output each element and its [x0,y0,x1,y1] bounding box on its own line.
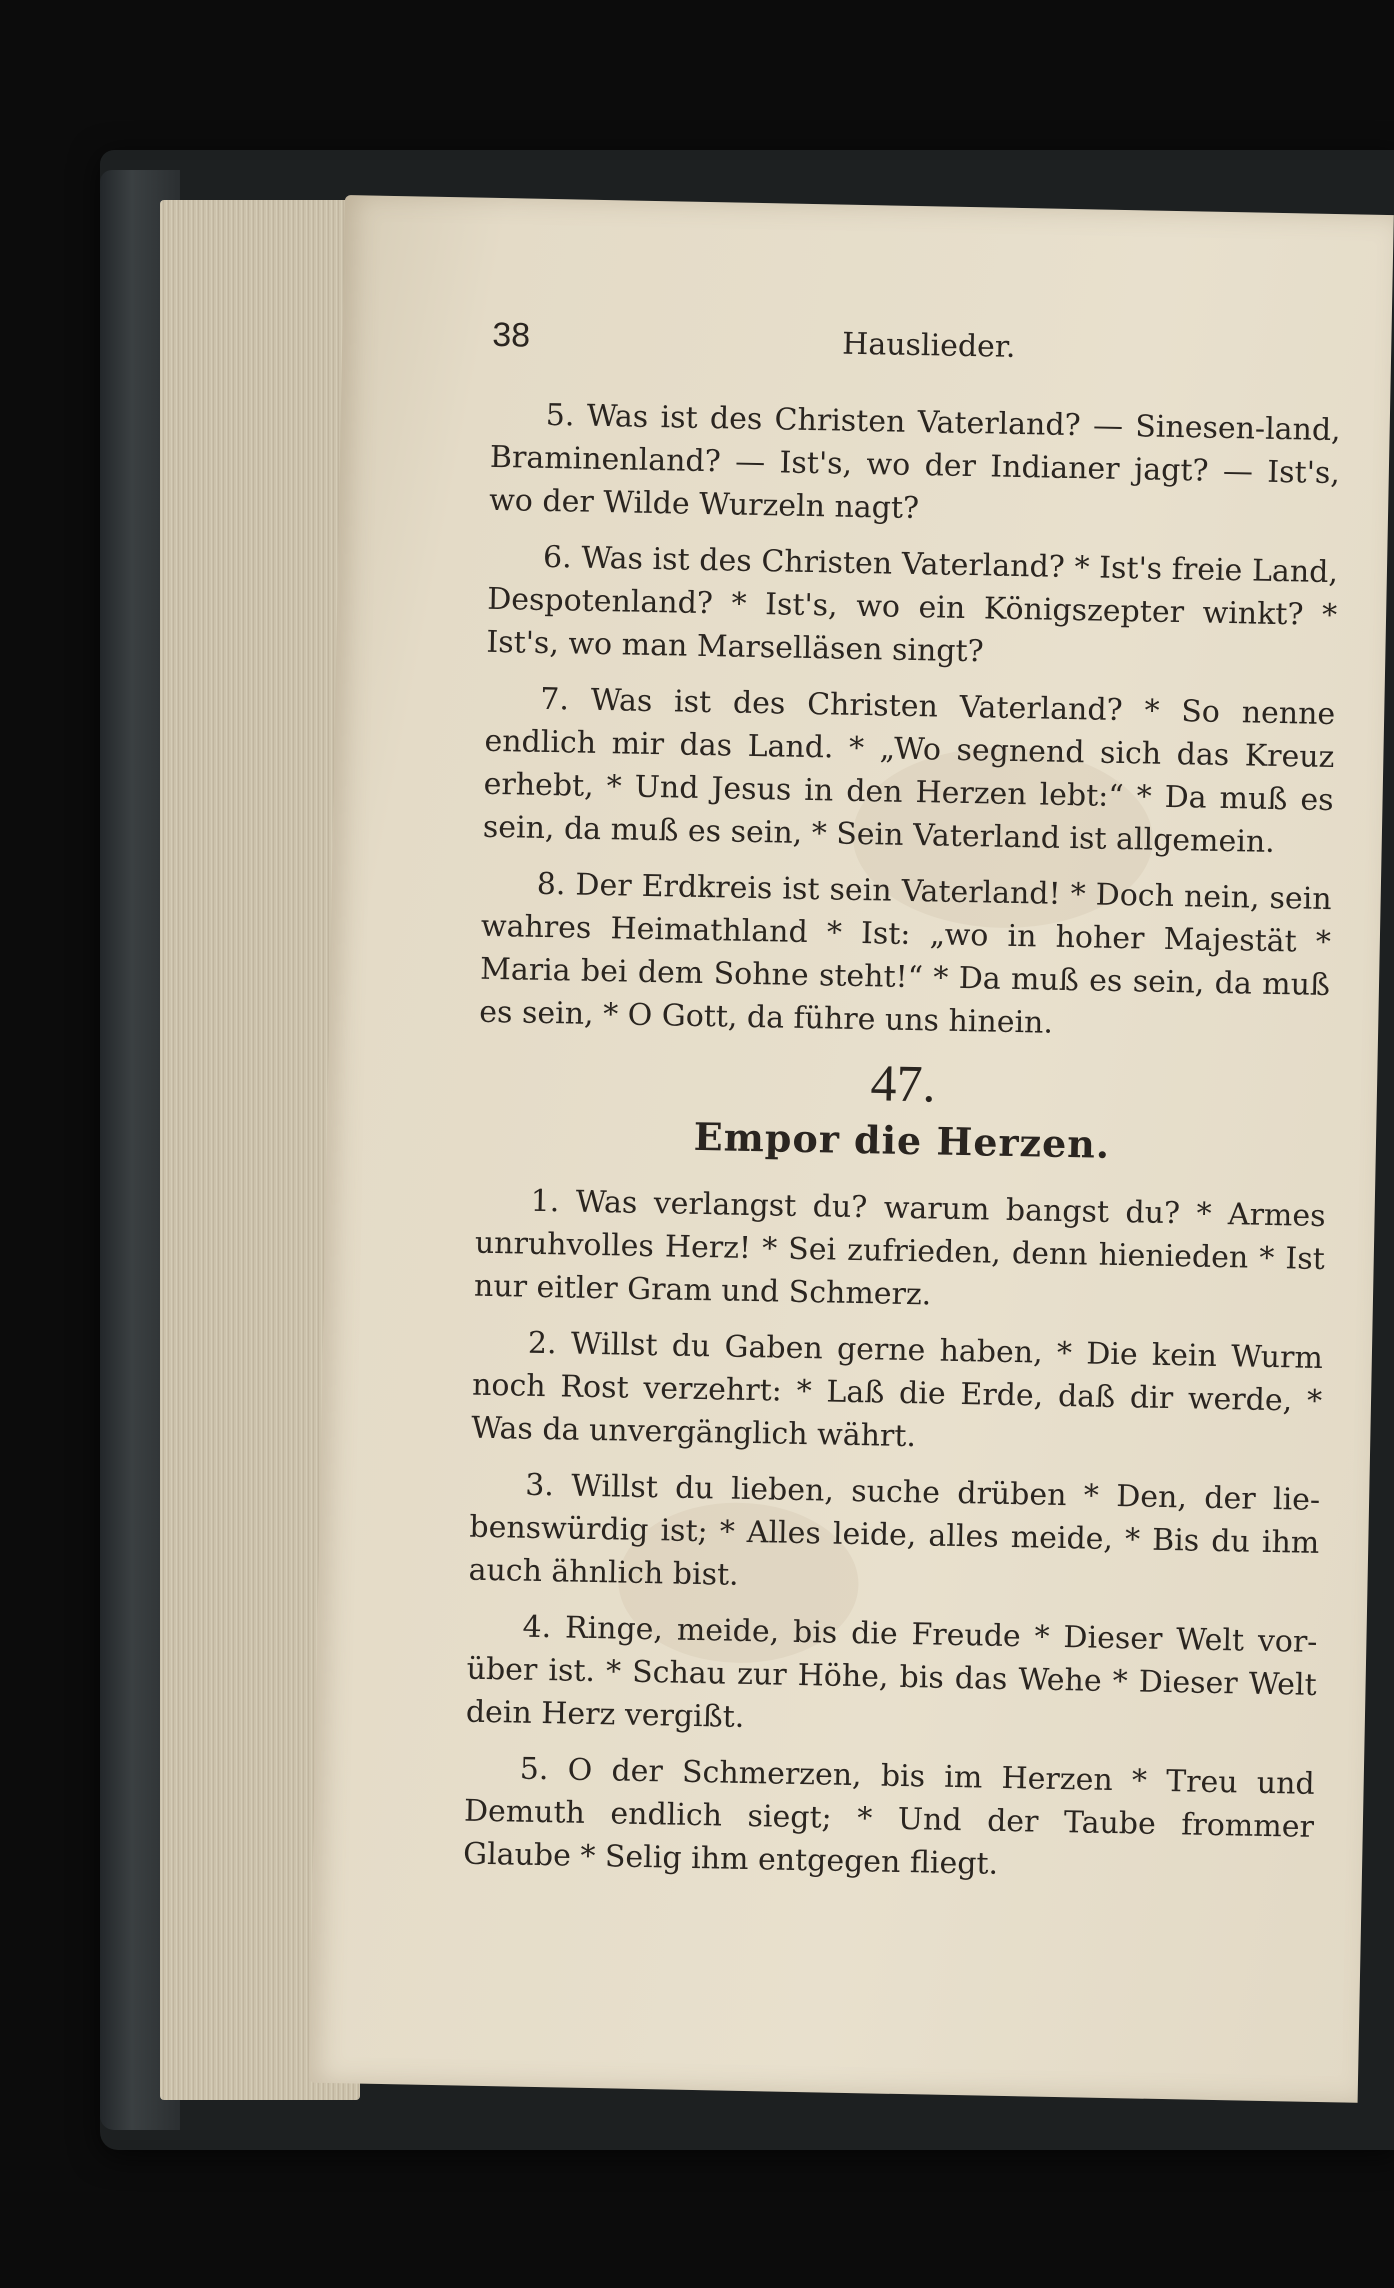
verse-paragraph: 8. Der Erdkreis ist sein Vaterland! * Doch nein, sein wahres Heimathland * Ist: „wo in hoher Majestät * Maria bei dem Sohne steht!“ * Da muß es sein, da muß es sein, * O Gott, da führe uns hinein. [479,866,1332,1041]
verse-paragraph: 6. Was ist des Christen Vaterland? * Ist's freie Land, Despotenland? * Ist's, wo ein Königszepter winkt? * Ist's, wo man Marselläsen singt? [486,539,1339,670]
hymn-title: Empor die Herzen. [693,1113,1111,1167]
running-title: Hauslieder. [841,326,1016,365]
verse-paragraph: 3. Willst du lieben, suche drüben * Den, der lie-benswürdig ist; * Alles leide, alles meide, * Bis du ihm auch ähnlich bist. [468,1467,1321,1593]
verse-paragraph: 1. Was verlangst du? warum bangst du? * Armes unruhvolles Herz! * Sei zufrieden, denn hienieden * Ist nur eitler Gram und Schmerz. [473,1183,1326,1313]
verse-paragraph: 4. Ringe, meide, bis die Freude * Dieser Welt vor-über ist. * Schau zur Höhe, bis das Wehe * Dieser Welt dein Herz vergißt. [465,1609,1318,1735]
verse-paragraph: 5. Was ist des Christen Vaterland? — Sinesen-land, Braminenland? — Ist's, wo der Indianer jagt? — Ist's, wo der Wilde Wurzeln nagt? [488,397,1341,527]
hymn-number: 47. [869,1055,937,1114]
verse-paragraph: 2. Willst du Gaben gerne haben, * Die kein Wurm noch Rost verzehrt: * Laß die Erde, daß dir werde, * Was da unvergänglich währt. [471,1325,1324,1455]
verse-paragraph: 5. O der Schmerzen, bis im Herzen * Treu und Demuth endlich siegt; * Und der Taube frommer Glaube * Selig ihm entgegen fliegt. [462,1751,1316,1882]
verse-paragraph: 7. Was ist des Christen Vaterland? * So nenne endlich mir das Land. * „Wo segnend sich das Kreuz erhebt, * Und Jesus in den Herzen lebt:“ * Da muß es sein, da muß es sein, * Sein Vaterland ist allgemein. [482,681,1336,860]
page-header [492,316,1333,392]
page-number: 38 [491,315,531,355]
book-page [309,195,1394,2103]
page-text [463,393,1342,1905]
